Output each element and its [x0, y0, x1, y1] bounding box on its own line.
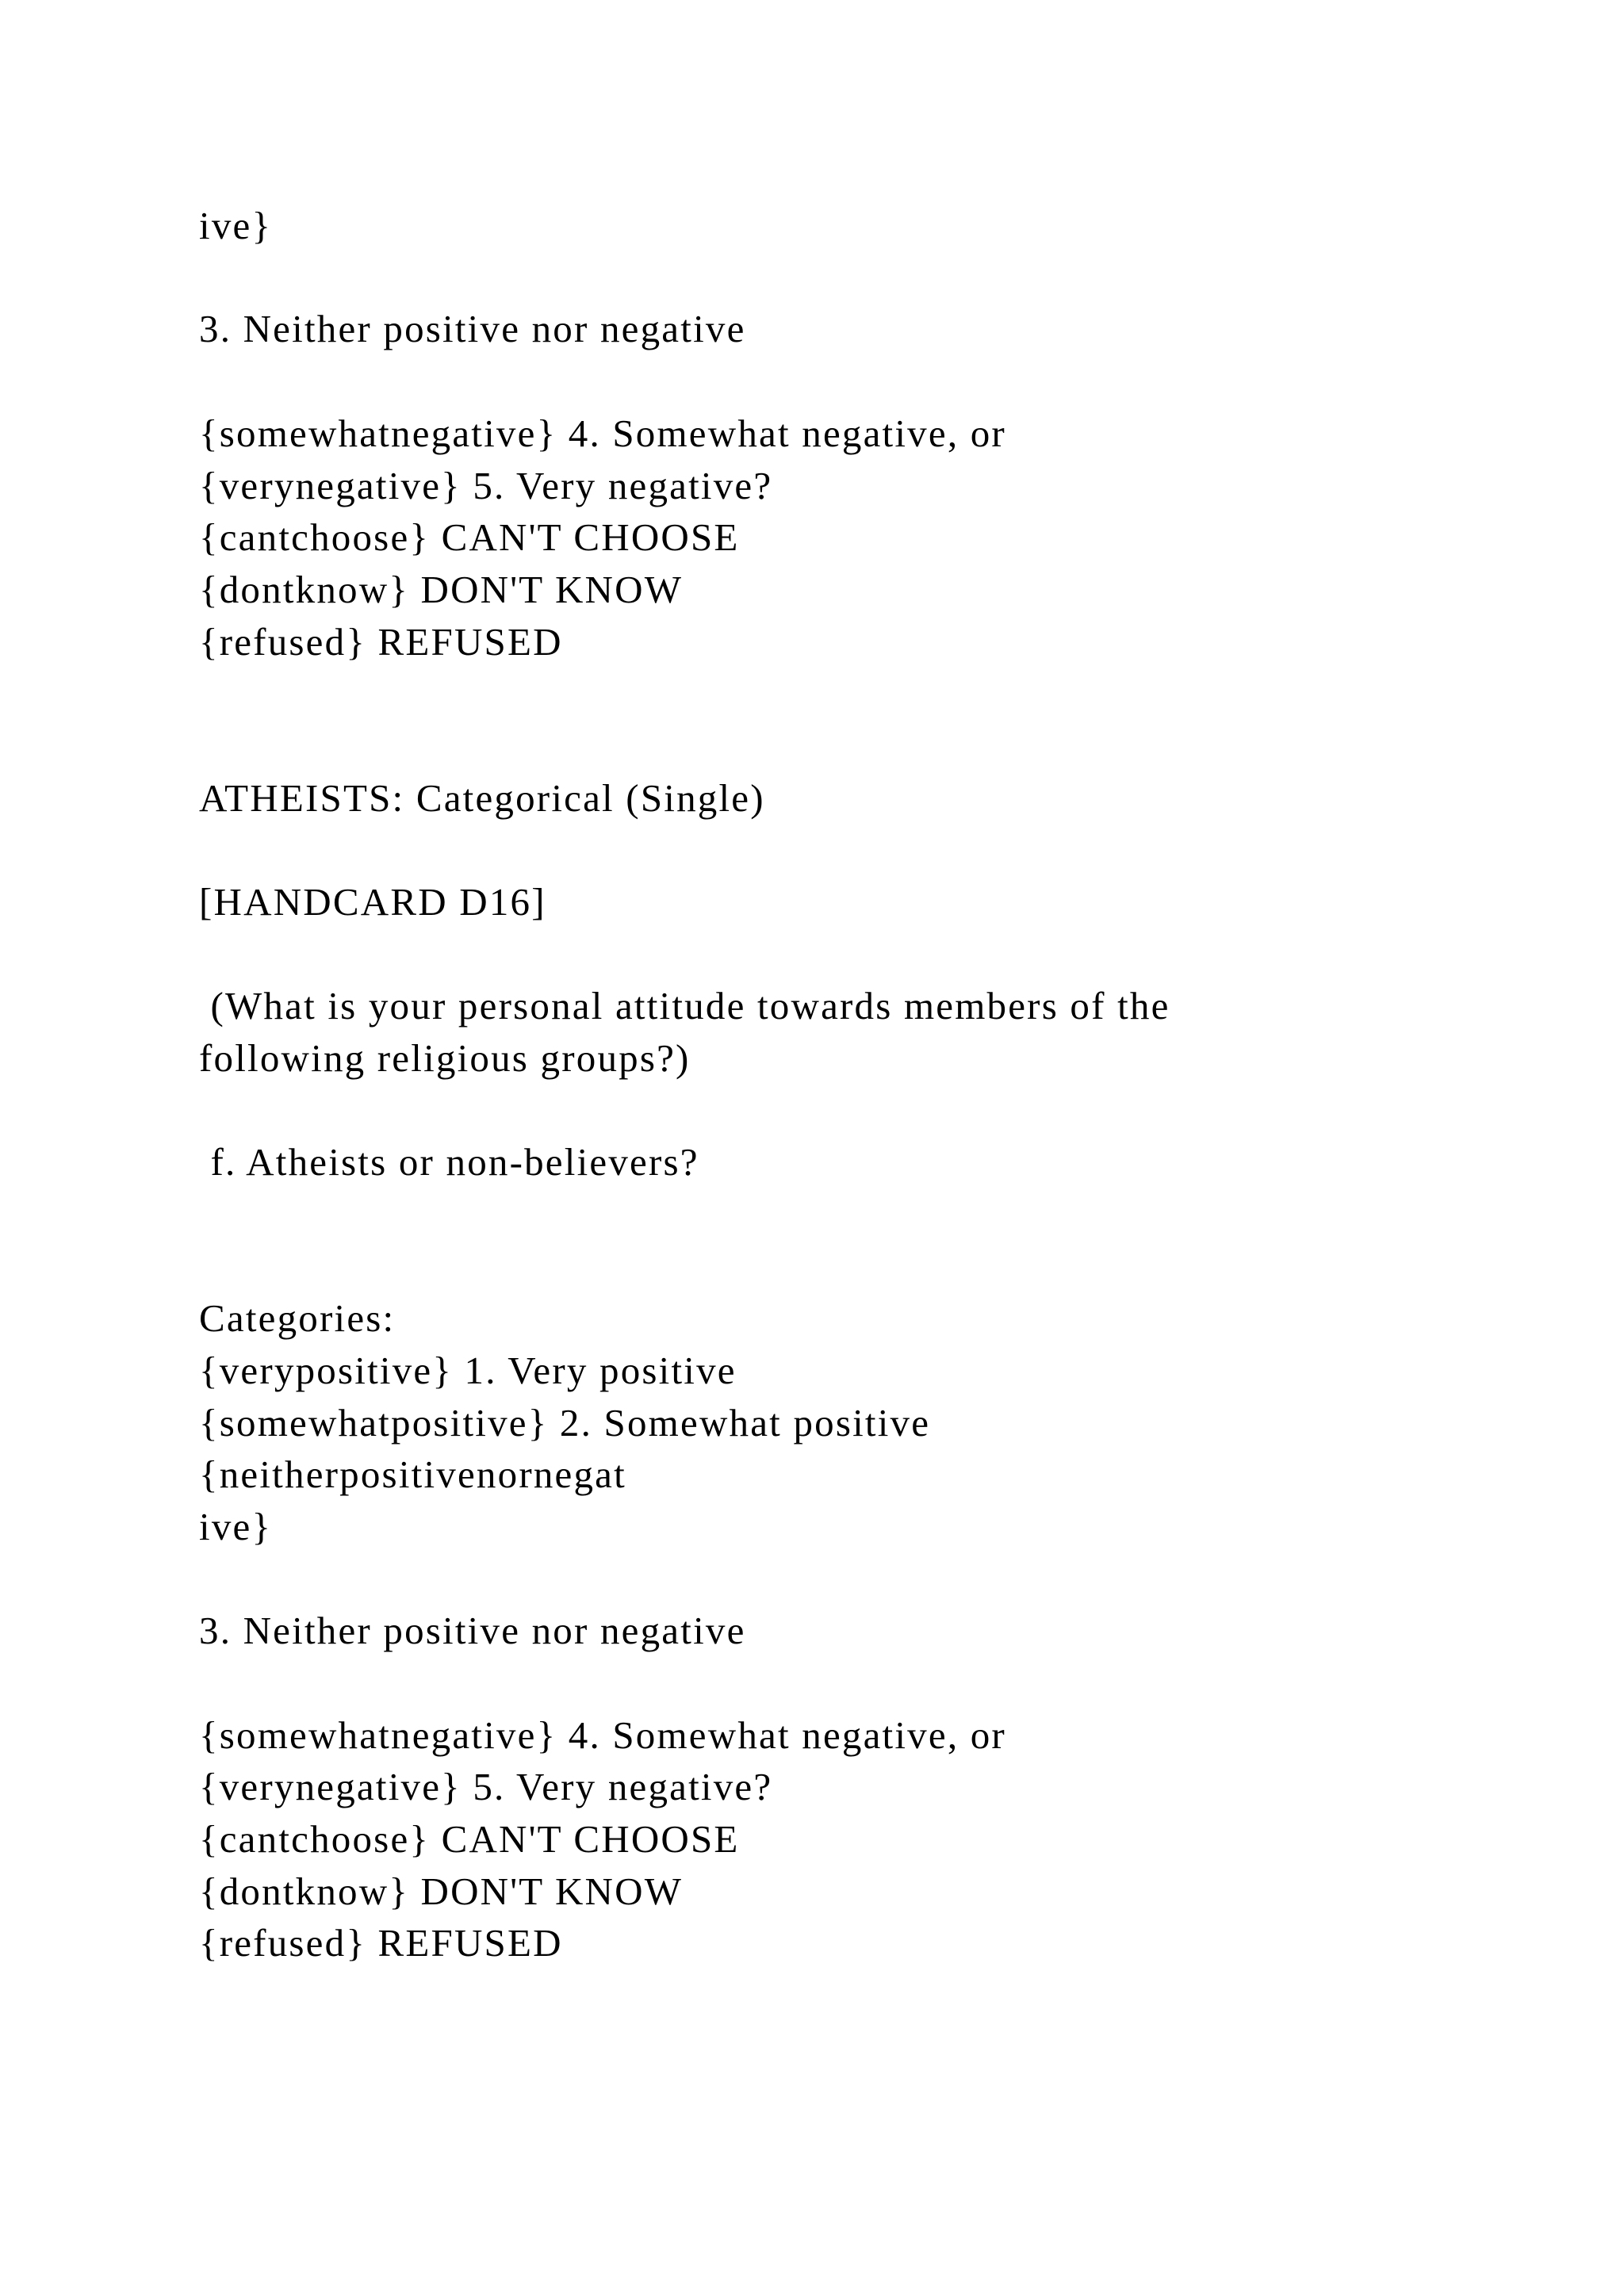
category-item: 3. Neither positive nor negative	[199, 1609, 746, 1652]
handcard-label: [HANDCARD D16]	[199, 880, 546, 924]
category-item: {somewhatpositive} 2. Somewhat positive	[199, 1401, 931, 1445]
category-item: {neitherpositivenornegat	[199, 1452, 626, 1496]
question-text: following religious groups?)	[199, 1036, 691, 1080]
text-line: {dontknow} DON'T KNOW	[199, 568, 684, 611]
text-line: {somewhatnegative} 4. Somewhat negative, or	[199, 411, 1006, 455]
text-line: {cantchoose} CAN'T CHOOSE	[199, 515, 740, 559]
question-item: f. Atheists or non-believers?	[199, 1140, 699, 1184]
categories-label: Categories:	[199, 1296, 396, 1340]
question-text: (What is your personal attitude towards members of the	[199, 984, 1170, 1027]
text-line: {refused} REFUSED	[199, 620, 563, 664]
text-line: 3. Neither positive nor negative	[199, 307, 746, 350]
category-item: {somewhatnegative} 4. Somewhat negative, or	[199, 1713, 1006, 1757]
category-item: {dontknow} DON'T KNOW	[199, 1869, 684, 1913]
category-item: {verynegative} 5. Very negative?	[199, 1765, 773, 1808]
category-item: ive}	[199, 1505, 273, 1548]
category-item: {refused} REFUSED	[199, 1921, 563, 1965]
text-line: ive}	[199, 204, 273, 247]
category-item: {verypositive} 1. Very positive	[199, 1349, 737, 1392]
category-item: {cantchoose} CAN'T CHOOSE	[199, 1817, 740, 1861]
text-line: {verynegative} 5. Very negative?	[199, 464, 773, 507]
section-heading: ATHEISTS: Categorical (Single)	[199, 776, 765, 820]
